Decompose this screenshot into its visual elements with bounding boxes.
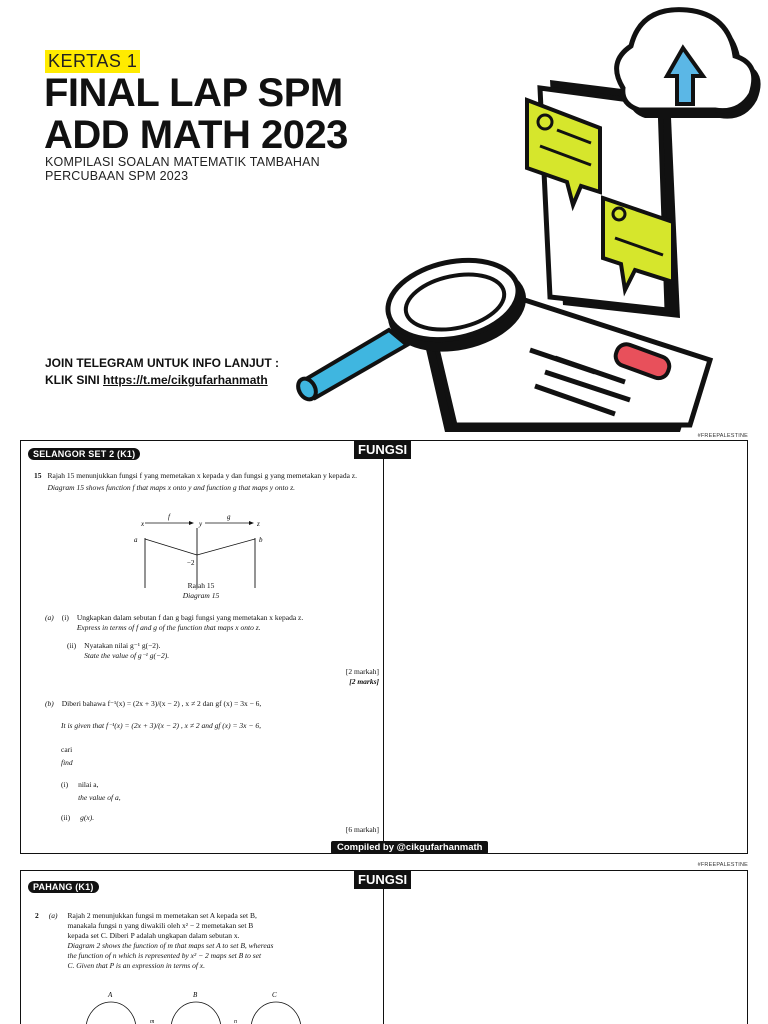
telegram-link[interactable]: https://t.me/cikgufarhanmath [103, 373, 268, 387]
paper-tag: KERTAS 1 [45, 50, 140, 73]
label-a: a [134, 536, 138, 544]
question-15: 15 Rajah 15 menunjukkan fungsi f yang memetakan x kepada y dan fungsi g yang memetakan y kepada z. Diagram 15 shows function f that maps x onto y and function g that maps y onto z. [34, 471, 357, 492]
watermark-tag: #FREEPALESTINE [697, 862, 748, 868]
diagram-caption: Rajah 15 Diagram 15 [182, 581, 220, 600]
cloud-upload-icon [617, 10, 761, 119]
label-g: g [227, 513, 231, 521]
cover-title: FINAL LAP SPM ADD MATH 2023 [44, 71, 348, 157]
worksheet-page-2 [20, 870, 748, 1024]
part-b: (b) Diberi bahawa f⁻¹(x) = (2x + 3)/(x − 2) , x ≠ 2 dan gf (x) = 3x − 6, It is given that f⁻¹(x) = (2x + 3)/(x − 2) , x ≠ 2 and gf (x) = 3x − 6, cari find (i) nilai a, the value of a, (ii) g(x). [6 markah] [45, 699, 379, 834]
column-divider [383, 441, 384, 853]
cover [0, 0, 768, 432]
topic-label: FUNGSI [354, 441, 411, 459]
cover-subtitle: KOMPILASI SOALAN MATEMATIK TAMBAHAN PERCUBAAN SPM 2023 [45, 155, 320, 183]
label-z: z [257, 520, 260, 528]
set-diagram [76, 989, 316, 1024]
compiled-by-label: Compiled by @cikgufarhanmath [331, 841, 488, 854]
source-badge: SELANGOR SET 2 (K1) [28, 448, 140, 460]
label-x: x [141, 520, 145, 528]
question-2: 2 (a) Rajah 2 menunjukkan fungsi m memetakan set A kepada set B, manakala fungsi n yang diwakili oleh x² − 2 memetakan set B kepada set C. Diberi P adalah ungkapan dalam sebutan x. Diagram 2 shows the function of m that maps set A to set B, whereas the function of n which is represented by x² − 2 maps set B to set C. Given that P is an expression in terms of x. [35, 911, 274, 970]
part-a: (a) (i) Ungkapkan dalam sebutan f dan g bagi fungsi yang memetakan x kepada z. Express in terms of f and g of the function that maps x onto z. (ii) Nyatakan nilai g⁻¹ g(−2). State the value of g⁻¹ g(−2). [2 markah] [2 marks] [45, 613, 379, 686]
cover-illustration [295, 0, 768, 432]
label-neg2: −2 [187, 559, 195, 567]
telegram-cta-text: JOIN TELEGRAM UNTUK INFO LANJUT : [45, 356, 279, 370]
map-m-label: m [150, 1019, 155, 1024]
label-f: f [168, 513, 170, 521]
worksheet-page-1 [20, 440, 748, 854]
column-divider [383, 871, 384, 1024]
set-a-label: A [108, 991, 113, 999]
telegram-cta: JOIN TELEGRAM UNTUK INFO LANJUT : KLIK SINI https://t.me/cikgufarhanmath [45, 356, 279, 387]
set-b-label: B [193, 991, 198, 999]
watermark-tag: #FREEPALESTINE [697, 433, 748, 439]
set-c-label: C [272, 991, 277, 999]
label-y: y [199, 520, 203, 528]
label-b: b [259, 536, 263, 544]
topic-label: FUNGSI [354, 871, 411, 889]
map-n-label: n [234, 1019, 237, 1024]
source-badge: PAHANG (K1) [28, 881, 99, 893]
